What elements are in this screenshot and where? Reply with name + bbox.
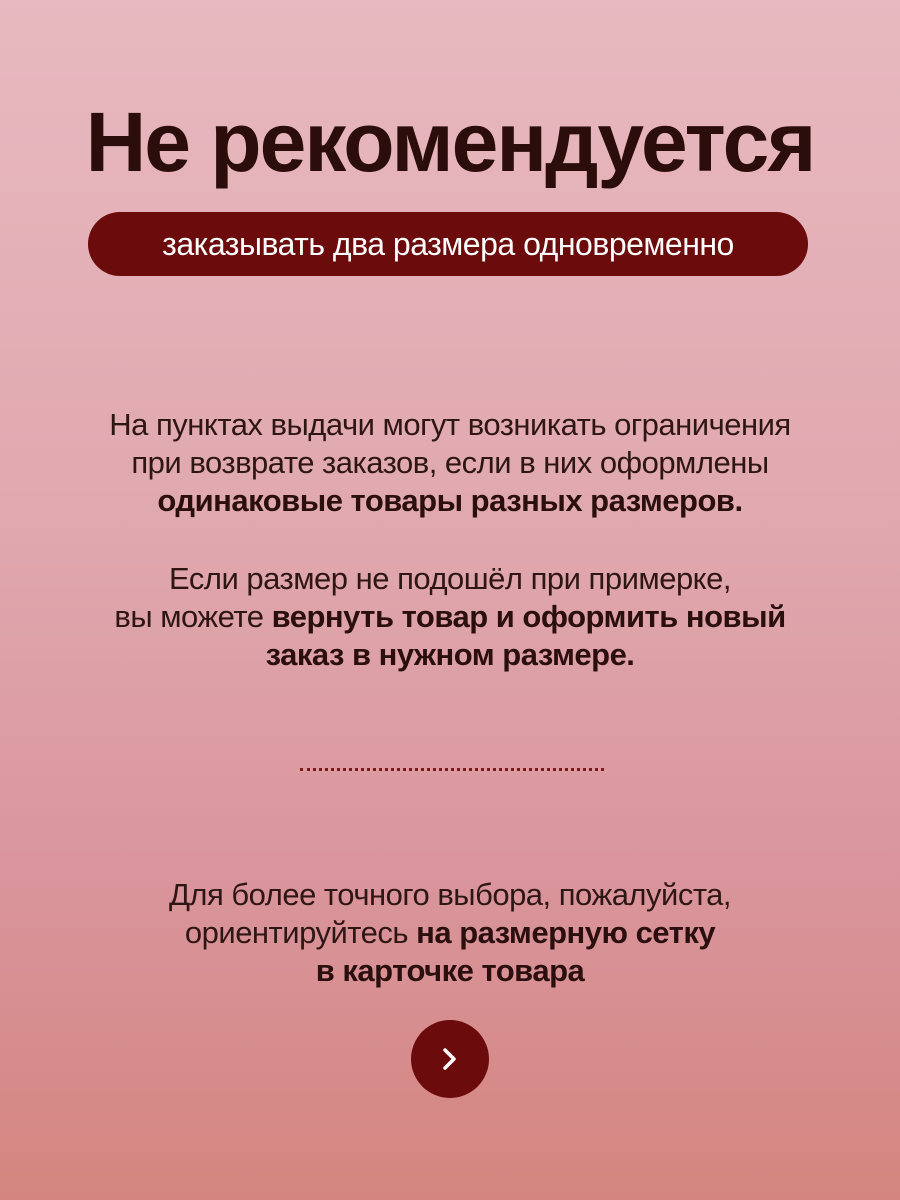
paragraph3-line2 [40, 914, 860, 952]
paragraph3-line3-bold: в карточке товара [315, 953, 585, 988]
subtitle-pill [88, 212, 808, 276]
paragraph2-line1: Если размер не подошёл при примерке, [169, 561, 731, 596]
paragraph1-line1: На пунктах выдачи могут возникать ограничения [109, 407, 791, 442]
paragraph2-line3-bold: заказ в нужном размере. [265, 637, 635, 672]
paragraph-return-restrictions [40, 406, 860, 520]
paragraph2-line2-plain: вы можете [114, 599, 272, 634]
paragraph-return-advice [40, 560, 860, 674]
paragraph3-line1: Для более точного выбора, пожалуйста, [168, 877, 732, 912]
paragraph3-line2-bold: на размерную сетку [416, 915, 716, 950]
paragraph3-line2-plain: ориентируйтесь [184, 915, 417, 950]
subtitle-pill-text: заказывать два размера одновременно [162, 225, 734, 262]
next-button[interactable] [411, 1020, 489, 1098]
chevron-right-icon [439, 1046, 461, 1072]
paragraph1-line2: при возврате заказов, если в них оформлены [131, 445, 769, 480]
paragraph1-line3-bold: одинаковые товары разных размеров. [157, 483, 743, 518]
paragraph-size-chart [40, 876, 860, 990]
paragraph2-line2 [40, 598, 860, 636]
paragraph2-line2-bold: вернуть товар и оформить новый [271, 599, 786, 634]
dotted-divider [300, 768, 604, 771]
headline: Не рекомендуется [85, 95, 815, 189]
